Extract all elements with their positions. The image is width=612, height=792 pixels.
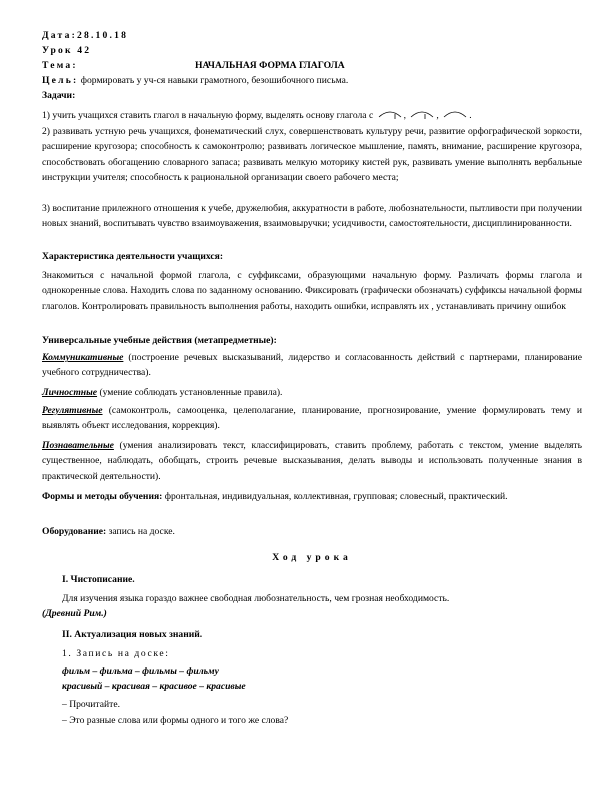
uud-communicative: Коммуникативные (построение речевых высказываний, лидерство и согласованность действий с партнерами, планирование учебного сотрудничества). [42,352,582,379]
task-1: 1) учить учащихся ставить глагол в начальную форму, выделять основу глагола с , , . [42,110,472,121]
lesson-title: Ход урока [272,552,352,563]
uud-regulative: Регулятивные (самоконтроль, самооценка, целеполагание, планирование, прогнозирование, умение формулировать тему и выявлять объект исследования, коррекция). [42,405,582,432]
forms-methods: Формы и методы обучения: фронтальная, индивидуальная, коллективная, групповая; словесный, практический. [42,491,508,502]
tasks-heading: Задачи: [42,90,76,101]
activity-heading: Характеристика деятельности учащихся: [42,251,224,262]
morpheme-root-suffix-ending-icon [377,111,403,120]
equipment: Оборудование: запись на доске. [42,526,175,537]
section-2-heading: II. Актуализация новых знаний. [62,629,203,640]
board-heading: 1. Запись на доске: [62,648,170,659]
quote-source: (Древний Рим.) [42,608,107,619]
task-3: 3) воспитание прилежного отношения к учебе, дружелюбия, аккуратности в работе, любознательности, пытливости при получении новых знаний, воспитывать чувство взаимоуважения, взаимовыручки; усидчивости, самостоятельности, дисциплинированности. [42,203,582,230]
header-date: Дата:28.10.18 [42,30,129,41]
goal-value: формировать у уч-ся навыки грамотного, безошибочного письма. [78,75,349,86]
question-2: – Это разные слова или формы одного и того же слова? [62,715,289,726]
morpheme-root-suffix-icon [409,111,435,120]
uud-cognitive: Познавательные (умения анализировать текст, классифицировать, ставить проблему, работать с текстом, умение выделять существенное, наблюдать, обобщать, строить речевые высказывания, делать выводы и использовать полученные знания в практической деятельности). [42,440,582,482]
header-goal [42,73,582,88]
quote: Для изучения языка гораздо важнее свободная любознательность, чем грозная необходимость. [62,593,450,604]
section-1-heading: I. Чистописание. [62,574,135,585]
goal-label: Цель: [42,75,79,86]
header-lesson: Урок 42 [42,45,92,56]
morpheme-root-icon [442,111,468,120]
question-1: – Прочитайте. [62,699,120,710]
uud-heading: Универсальные учебные действия (метапредметные): [42,335,277,346]
task-2: 2) развивать устную речь учащихся, фонематический слух, совершенствовать культуру речи, развитие орфографической зоркости, расширение кругозора; способность к самоконтролю; развивать логическое мышление, память, внимание, расширение кругозора, способствовать обогащению словарного запаса; развивать мелкую моторику кистей рук, развивать умение выполнять вербальные инструкции учителя; способность к рациональной организации своего рабочего места; [42,126,582,184]
topic-label: Тема: [42,60,78,71]
uud-personal: Личностные (умение соблюдать установленные правила). [42,387,283,398]
topic-value: НАЧАЛЬНАЯ ФОРМА ГЛАГОЛА [195,60,345,71]
header-topic [42,58,582,73]
board-line-2: красивый – красивая – красивое – красивые [62,681,246,692]
board-line-1: фильм – фильма – фильмы – фильму [62,666,219,677]
activity-text: Знакомиться с начальной формой глагола, с суффиксами, образующими начальную форму. Различать формы глагола и однокоренные слова. Находить слова по заданному основанию. Фиксировать (графически обозначать) суффиксы начальной формы глаголов. Контролировать правильность выполнения работы, находить ошибки, исправлять их , устанавливать причину ошибок [42,270,582,312]
